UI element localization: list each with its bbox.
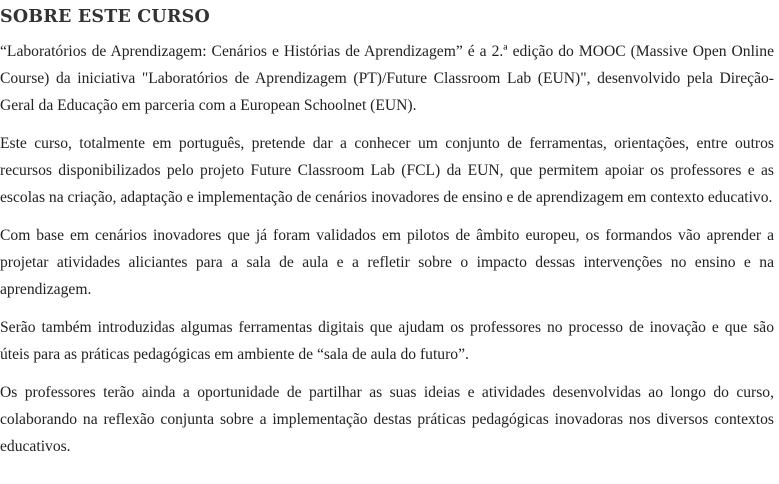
paragraph-digital-tools: Serão também introduzidas algumas ferramentas digitais que ajudam os professores no processo de inovação e que são úteis para as práticas pedagógicas em ambiente de “sala de aula do futuro”. xyxy=(0,319,774,363)
paragraph-sharing-ideas: Os professores terão ainda a oportunidade de partilhar as suas ideias e atividades desenvolvidas ao longo do curso, colaborando na reflexão conjunta sobre a implementação destas práticas pedagógicas inovadoras nos diversos contextos educativos. xyxy=(0,384,774,455)
section-title: SOBRE ESTE CURSO xyxy=(0,7,210,27)
paragraph-course-purpose: Este curso, totalmente em português, pretende dar a conhecer um conjunto de ferramentas, orientações, entre outros recursos disponibilizados pelo projeto Future Classroom Lab (FCL) da EUN, que permitem apoiar os professores e as escolas na criação, adaptação e implementação de cenários inovadores de ensino e de aprendizagem em contexto educativo. xyxy=(0,135,774,206)
paragraph-edition-intro: “Laboratórios de Aprendizagem: Cenários e Histórias de Aprendizagem” é a 2.ª edição do MOOC (Massive Open Online Course) da iniciativa "Laboratórios de Aprendizagem (PT)/Future Classroom Lab (EUN)", desenvolvido pela Direção-Geral da Educação em parceria com a European Schoolnet (EUN). xyxy=(0,43,774,114)
paragraph-innovative-scenarios: Com base em cenários inovadores que já foram validados em pilotos de âmbito europeu, os formandos vão aprender a projetar atividades aliciantes para a sala de aula e a refletir sobre o impacto dessas intervenções no ensino e na aprendizagem. xyxy=(0,227,774,298)
